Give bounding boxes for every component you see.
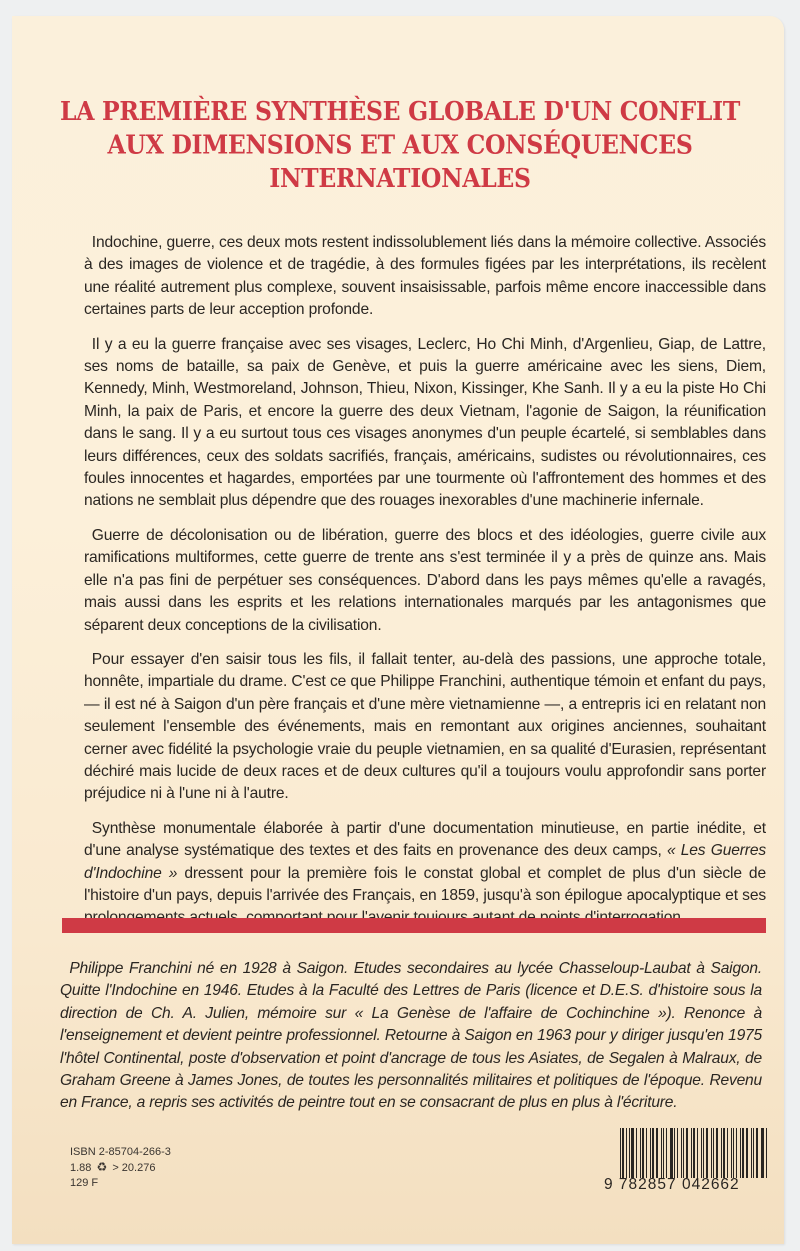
barcode-bar bbox=[766, 1128, 767, 1178]
barcode-bar bbox=[666, 1128, 668, 1178]
barcode-bar bbox=[711, 1128, 712, 1178]
barcode-bar bbox=[736, 1128, 737, 1178]
book-title: « Les Guerres d'Indochine » bbox=[84, 842, 766, 882]
barcode-bar bbox=[629, 1128, 630, 1178]
cover-headline bbox=[40, 94, 760, 195]
headline-line: AUX DIMENSIONS ET AUX CONSÉQUENCES bbox=[107, 128, 693, 161]
barcode-bar bbox=[761, 1128, 762, 1178]
blurb-paragraph: Pour essayer d'en saisir tous les fils, il fallait tenter, au-delà des passions, une approche totale, honnête, impartiale du drame. C'est ce que Philippe Franchini, authentique témoin et enfant du pays, — il est né à Saigon d'un père français et d'une mère vietnamienne —, a entrepris ici en relatant non seulement l'ensemble des événements, mais en remontant aux origines anciennes, souhaitant cerner avec fidélité la psychologie vraie du peuple vietnamien, en sa qualité d'Eurasien, représentant déchiré mais lucide de deux races et de deux cultures qu'il a toujours voulu approfondir sans porter préjudice ni à l'une ni à l'autre. bbox=[84, 650, 766, 803]
author-bio bbox=[60, 958, 762, 1115]
blurb-text-segment: dressent pour la première fois le constat global et complet de plus d'un siècle de l'histoire d'un pays, depuis l'arrivée des Français, en 1859, jusqu'à son épilogue apocalyptique et ses bbox=[84, 864, 766, 904]
author-bio-text: Philippe Franchini né en 1928 à Saigon. Etudes secondaires au lycée Chasseloup-Laubat à Saigon. Quitte l'Indochine en 1946. Etudes à la Faculté des Lettres de Paris (licence et D.E.S. d'histoire sous la direction de Ch. A. Julien, mémoire sur « La Genèse de l'affaire de Cochinchine »). Renonce à l'enseignement et devient peintre professionnel. Retourne à Saigon en 1963 pour y diriger jusqu'en 1975 l'hôtel Continental, poste d'observation et point d'ancrage de tous les Asiates, de Segalen à Malraux, de Graham Greene à James Jones, de toutes les personnalités militaires et politiques de l'époque. Revenu en France, a repris ses activités de peintre tout en se consacrant de plus en plus à l'écriture. bbox=[60, 960, 762, 1112]
barcode-bar bbox=[731, 1128, 732, 1178]
barcode-bar bbox=[686, 1128, 688, 1178]
barcode-bar bbox=[753, 1128, 754, 1178]
blurb-text-segment: Synthèse monumentale élaborée à partir d'une documentation minutieuse, en partie inédite, et d'une analyse systématique des textes et des faits en provenance des deux camps, bbox=[84, 819, 766, 860]
barcode-bar bbox=[716, 1128, 719, 1178]
barcode-bar bbox=[626, 1128, 627, 1178]
barcode-bar bbox=[733, 1128, 735, 1178]
barcode-bar bbox=[631, 1128, 634, 1178]
barcode-bar bbox=[652, 1128, 655, 1178]
barcode-bar bbox=[762, 1128, 764, 1178]
blurb-paragraph: Il y a eu la guerre française avec ses visages, Leclerc, Ho Chi Minh, d'Argenlieu, Giap, de Lattre, ses noms de bataille, sa paix de Genève, et puis la guerre américaine avec les siens, Diem, Kennedy, Minh, Westmoreland, Johnson, Thieu, Nixon, Kissinger, Khe Sanh. Il y a eu la piste Ho Chi Minh, la paix de Paris, et encore la guerre des deux Vietnam, l'agonie de Saigon, la réunification dans le sang. Il y a eu surtout tous ces visages anonymes d'un peuple écartelé, si semblables dans leurs différences, ceux des soldats sacrifiés, français, américains, sudistes ou révolutionnaires, ces foules innocentes et hagardes, emportées par une tourmente où l'affrontement des hommes et des nations ne semblait plus dépendre que des rouages inexorables d'une machinerie infernale. bbox=[84, 335, 766, 510]
blurb-paragraph bbox=[84, 818, 766, 930]
blurb-text bbox=[84, 232, 766, 942]
barcode-bar bbox=[661, 1128, 662, 1178]
barcode-bar bbox=[677, 1128, 679, 1178]
price-label: 129 F bbox=[70, 1177, 99, 1189]
barcode-bar bbox=[683, 1128, 684, 1178]
barcode-bar bbox=[721, 1128, 722, 1178]
barcode-bar bbox=[701, 1128, 702, 1178]
barcode-bar bbox=[646, 1128, 647, 1178]
barcode-bar bbox=[674, 1128, 675, 1178]
barcode-bar bbox=[636, 1128, 637, 1178]
barcode-bar bbox=[622, 1128, 624, 1178]
edition-code-left: 1.88 bbox=[70, 1162, 92, 1174]
barcode-bar bbox=[756, 1128, 758, 1178]
barcode-bar bbox=[723, 1128, 725, 1178]
barcode-bar bbox=[727, 1128, 728, 1178]
publishing-info bbox=[70, 1145, 171, 1191]
headline-line: LA PREMIÈRE SYNTHÈSE GLOBALE D'UN CONFLIT bbox=[59, 95, 741, 127]
headline-line: INTERNATIONALES bbox=[269, 162, 531, 194]
barcode-bar bbox=[746, 1128, 748, 1178]
isbn-label: ISBN 2-85704-266-3 bbox=[70, 1146, 171, 1158]
logo-icon: ♻ bbox=[96, 1160, 108, 1174]
barcode-bar bbox=[681, 1128, 682, 1178]
barcode-bar bbox=[691, 1128, 692, 1178]
barcode-bar bbox=[663, 1128, 664, 1178]
barcode-bar bbox=[656, 1128, 658, 1178]
barcode-bar bbox=[640, 1128, 642, 1178]
barcode-digits: 9 782857 042662 bbox=[604, 1176, 740, 1193]
barcode-bar bbox=[650, 1128, 651, 1178]
barcode-bar bbox=[642, 1128, 644, 1178]
red-divider-rule bbox=[62, 918, 766, 933]
barcode-bar bbox=[751, 1128, 752, 1178]
barcode-bar bbox=[706, 1128, 708, 1178]
barcode-bar bbox=[670, 1128, 673, 1178]
barcode bbox=[620, 1128, 770, 1178]
edition-code bbox=[70, 1160, 171, 1176]
edition-code-right: > 20.276 bbox=[112, 1162, 156, 1174]
barcode-bar bbox=[742, 1128, 745, 1178]
barcode-bar bbox=[713, 1128, 714, 1178]
barcode-bar bbox=[693, 1128, 696, 1178]
barcode-bar bbox=[697, 1128, 698, 1178]
barcode-bar bbox=[620, 1128, 621, 1178]
blurb-paragraph: Guerre de décolonisation ou de libération, guerre des blocs et des idéologies, guerre civile aux ramifications multiformes, cette guerre de trente ans s'est terminée il y a près de quinze ans. Mais elle n'a pas fini de perpétuer ses conséquences. D'abord dans les pays mêmes qu'elle a ravagés, mais aussi dans les esprits et les relations internationales marqués par les antagonismes que séparent deux conceptions de la civilisation. bbox=[84, 526, 766, 634]
blurb-paragraph: Indochine, guerre, ces deux mots restent indissolublement liés dans la mémoire collective. Associés à des images de violence et de tragédie, à des formules figées par les interprétations, ils recèlent une réalité autrement plus complexe, souvent insaisissable, parfois même encore inaccessible dans certaines parts de leur acception profonde. bbox=[84, 234, 767, 319]
barcode-bar bbox=[703, 1128, 705, 1178]
barcode-bar bbox=[740, 1128, 741, 1178]
